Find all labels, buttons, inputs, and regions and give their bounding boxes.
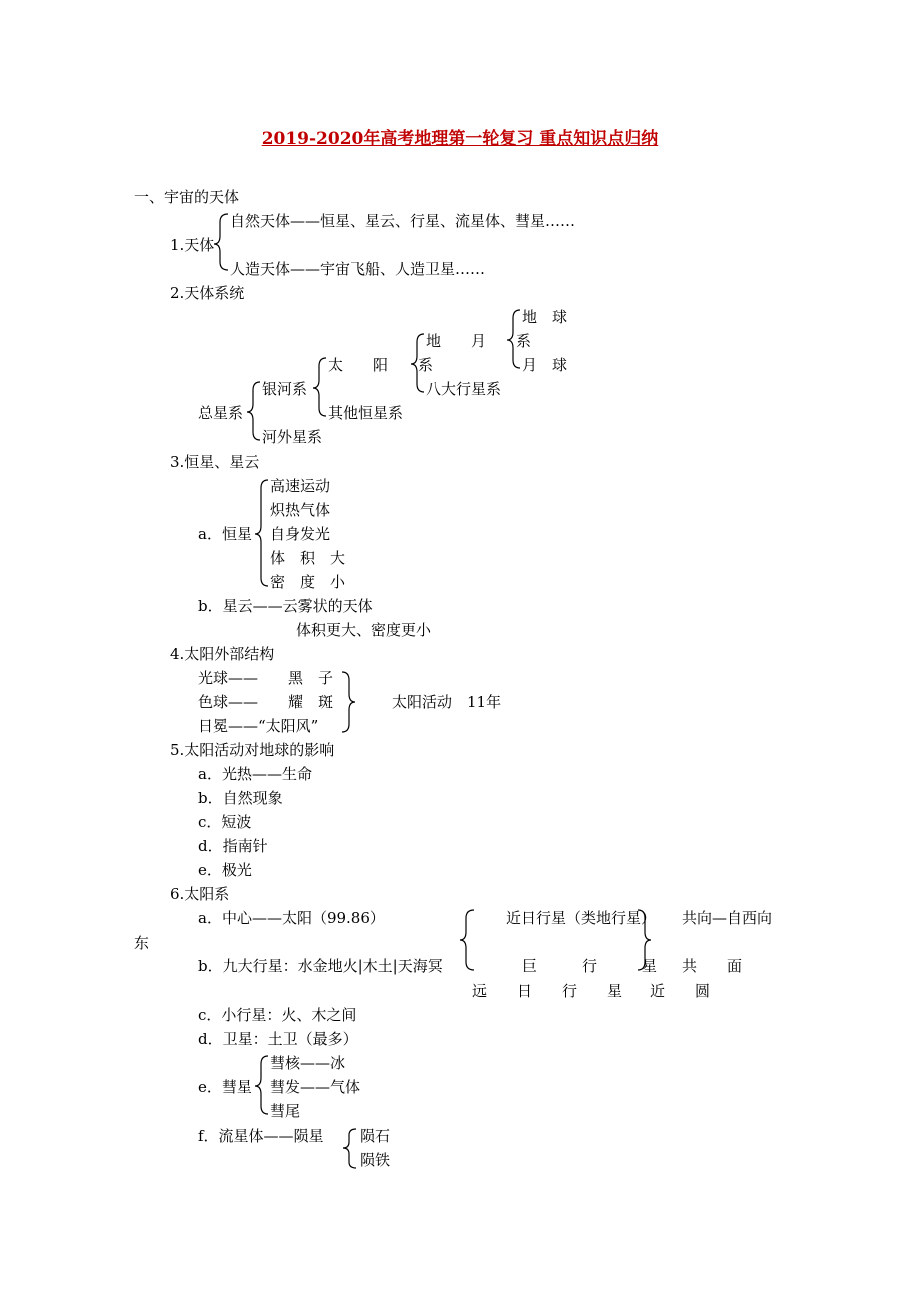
effects-label: 5.太阳活动对地球的影响 [170, 741, 335, 759]
comet: e．彗星 [198, 1078, 252, 1096]
system-label: 2.天体系统 [170, 284, 245, 302]
coplanar: 共 面 [682, 957, 743, 975]
stars-label: 3.恒星、星云 [170, 453, 260, 471]
natural-bodies: 自然天体——恒星、星云、行星、流星体、彗星…… [230, 212, 576, 230]
milky-way: 银河系 [262, 380, 308, 398]
star-brace [252, 478, 270, 588]
moon: 月 球 [522, 356, 568, 374]
comet-part: 彗发——气体 [270, 1078, 361, 1096]
extragalactic: 河外星系 [262, 428, 323, 446]
solar-activity: 太阳活动 11年 [392, 693, 502, 711]
sun-structure-label: 4.太阳外部结构 [170, 645, 275, 663]
comet-part: 彗尾 [270, 1102, 301, 1120]
solar-brace [408, 332, 426, 394]
comet-part: 彗核——冰 [270, 1054, 346, 1072]
effect-item: d．指南针 [198, 837, 268, 855]
comet-brace [252, 1054, 270, 1116]
meteor-type: 陨石 [360, 1127, 391, 1145]
eight-planets: 八大行星系 [426, 380, 502, 398]
total-galaxy: 总星系 [198, 404, 244, 422]
tianti-label: 1.天体 [170, 236, 215, 254]
planet-left-brace [456, 908, 476, 972]
sun-layer: 日冕——“太阳风” [198, 717, 319, 735]
meteor-type: 陨铁 [360, 1151, 391, 1169]
earth-moon-brace [504, 308, 522, 370]
star-item: a．恒星 [198, 525, 252, 543]
asteroids: c．小行星：火、木之间 [198, 1006, 357, 1024]
page-title: 2019-2020年高考地理第一轮复习 重点知识点归纳 [261, 129, 659, 149]
solar-center: a．中心——太阳（99.86） [198, 909, 385, 927]
terrestrial-planets: 近日行星（类地行星） [506, 909, 657, 927]
star-prop: 密 度 小 [270, 573, 346, 591]
same-direction: 共向—自西向 [682, 909, 773, 927]
star-prop: 自身发光 [270, 525, 331, 543]
artificial-bodies: 人造天体——宇宙飞船、人造卫星…… [230, 260, 486, 278]
effect-item: c．短波 [198, 813, 252, 831]
sun-layer: 色球—— 耀 斑 [198, 693, 334, 711]
near-circular: 近 圆 [650, 982, 711, 1000]
meteoroid: f．流星体——陨星 [198, 1127, 324, 1145]
sun-layer: 光球—— 黑 子 [198, 669, 334, 687]
satellites: d．卫星：土卫（最多） [198, 1030, 358, 1048]
earth: 地 球 [522, 308, 568, 326]
star-prop: 炽热气体 [270, 501, 331, 519]
meteor-brace [340, 1127, 358, 1171]
other-star-systems: 其他恒星系 [328, 404, 404, 422]
far-planets: 远 日 行 星 [472, 982, 623, 1000]
solar-system-label: 6.太阳系 [170, 885, 230, 903]
giant-planets: 巨 行 星 [522, 957, 658, 975]
star-prop: 体 积 大 [270, 549, 346, 567]
effect-item: b．自然现象 [198, 789, 283, 807]
effect-item: a．光热——生命 [198, 765, 312, 783]
star-prop: 高速运动 [270, 477, 331, 495]
sun-activity-brace [340, 670, 358, 734]
earth-moon-system: 地 月 系 [426, 332, 532, 350]
nine-planets: b．九大行星：水金地火|木土|天海冥 [198, 957, 443, 975]
total-brace [244, 380, 262, 442]
nebula-item: b．星云——云雾状的天体 [198, 597, 373, 615]
east: 东 [134, 934, 150, 952]
nebula-note: 体积更大、密度更小 [296, 621, 432, 639]
effect-item: e．极光 [198, 861, 252, 879]
galaxy-brace [310, 356, 328, 418]
tianti-brace [210, 212, 230, 272]
section-heading: 一、宇宙的天体 [134, 188, 240, 206]
solar-system: 太 阳 系 [328, 356, 434, 374]
